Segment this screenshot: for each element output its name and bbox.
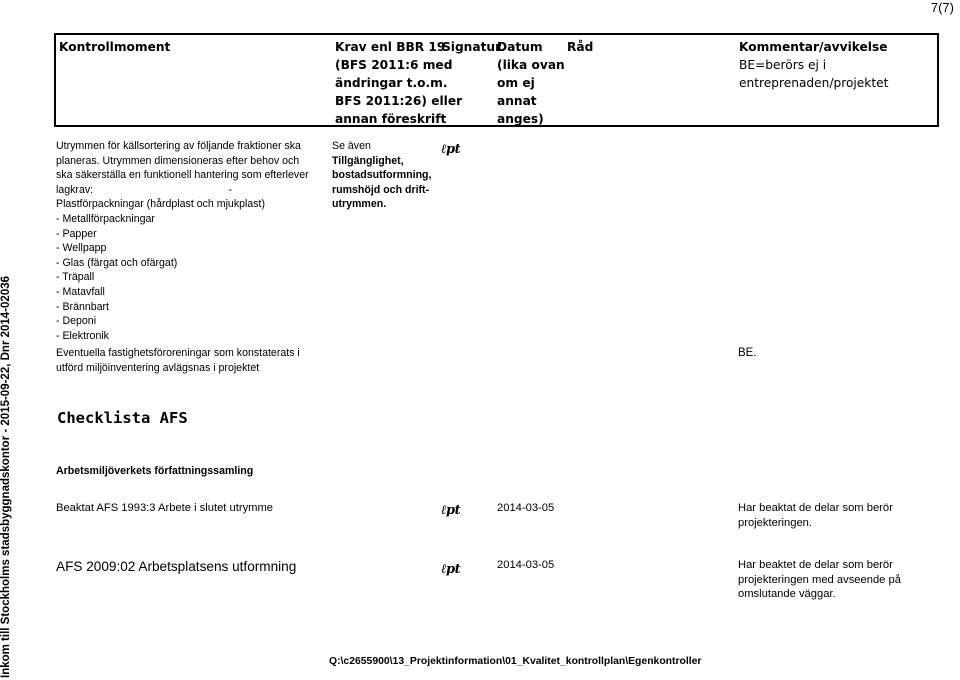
page-number: 7(7) bbox=[930, 0, 954, 15]
header-rad: Råd bbox=[567, 40, 594, 54]
krav-kallsortering: Se även Tillgänglighet, bostadsutformning, rumshöjd och drift- utrymmen. bbox=[332, 140, 432, 211]
received-stamp: Inkom till Stockholms stadsbyggnadskontor - 2015-09-22, Dnr 2014-02036 bbox=[0, 275, 12, 678]
date-afs-2: 2014-03-05 bbox=[497, 559, 555, 571]
comment-fororeningar: BE. bbox=[738, 347, 757, 359]
comment-afs-1: Har beaktat de delar som berör projekteringen. bbox=[738, 502, 893, 529]
signature-afs-2: ℓpt bbox=[441, 562, 461, 577]
moment-fororeningar: Eventuella fastighetsföroreningar som konstaterats i utförd miljöinventering avlägsnas i projektet bbox=[56, 347, 300, 374]
header-kommentar: Kommentar/avvikelse BE=berörs ej i entreprenaden/projektet bbox=[739, 40, 889, 90]
comment-afs-2: Har beaktet de delar som berör projekteringen med avseende på omslutande väggar. bbox=[738, 559, 901, 601]
afs-heading: Checklista AFS bbox=[57, 409, 188, 427]
date-afs-1: 2014-03-05 bbox=[497, 502, 555, 514]
header-kontrollmoment: Kontrollmoment bbox=[59, 40, 171, 54]
afs-subheading: Arbetsmiljöverkets författningssamling bbox=[56, 465, 254, 477]
afs-moment-1: Beaktat AFS 1993:3 Arbete i slutet utrymme bbox=[56, 502, 274, 514]
header-datum: Datum (lika ovan om ej annat anges) bbox=[497, 40, 565, 126]
afs-moment-2: AFS 2009:02 Arbetsplatsens utformning bbox=[56, 559, 297, 574]
footer-file-path: Q:\c2655900\13_Projektinformation\01_Kvalitet_kontrollplan\Egenkontroller bbox=[329, 656, 702, 667]
header-krav: Krav enl BBR 19 (BFS 2011:6 med ändringar t.o.m. BFS 2011:26) eller annan föreskrift bbox=[335, 40, 463, 126]
signature-kallsortering: ℓpt bbox=[441, 142, 461, 157]
moment-kallsortering: Utrymmen för källsortering av följande fraktioner ska planeras. Utrymmen dimensioneras efter behov och ska säkerställa en funktionell hantering som efterlever lagkrav: - Plastförpackningar (hårdplast och mjukplast) - Metallförpackningar - Papper - Wellpapp - Glas (färgat och ofärgat) - Träpall - Matavfall - Brännbart - Deponi - Elektronik bbox=[56, 140, 309, 342]
signature-afs-1: ℓpt bbox=[441, 503, 461, 518]
checklist-header bbox=[54, 33, 939, 127]
header-signatur: Signatur bbox=[442, 40, 502, 54]
